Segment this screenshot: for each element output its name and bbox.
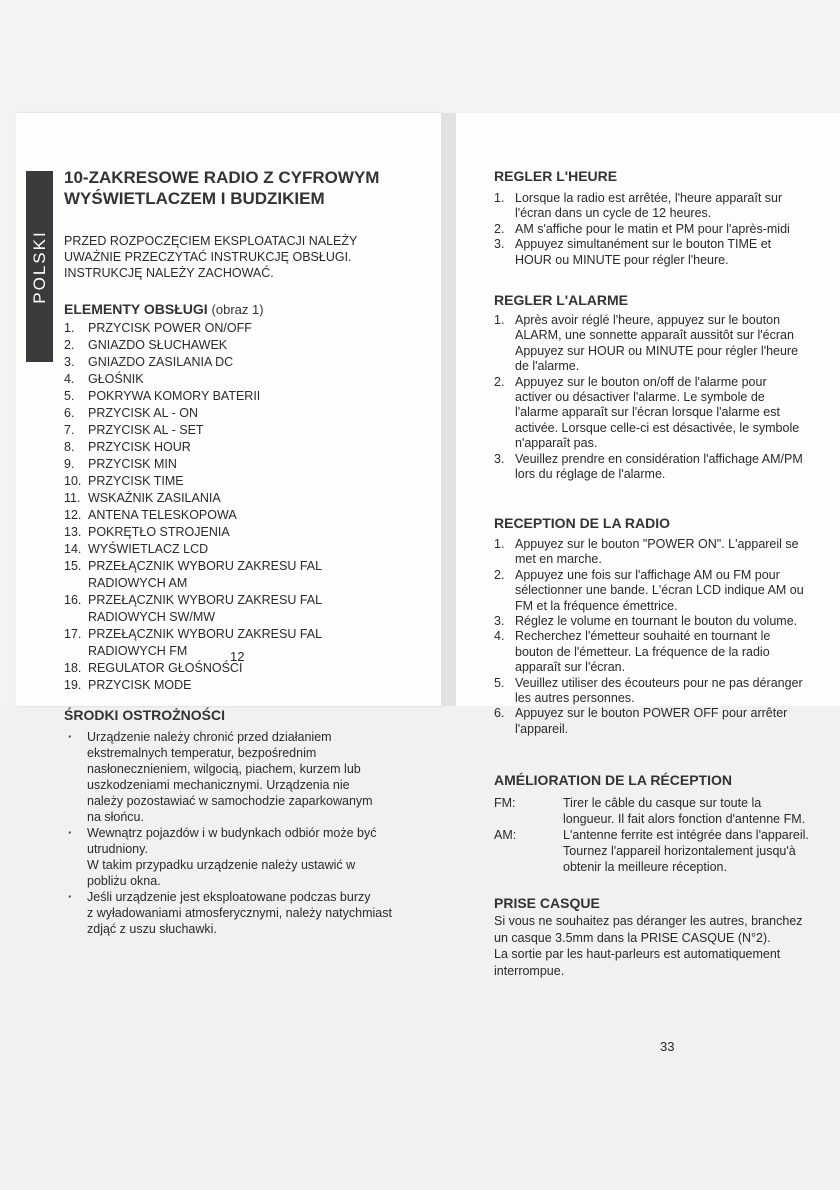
intro-warning: PRZED ROZPOCZĘCIEM EKSPLOATACJI NALEŻY UWAŻNIE PRZECZYTAĆ INSTRUKCJĘ OBSŁUGI. INSTRUKCJĘ NALEŻY ZACHOWAĆ. [64, 234, 358, 280]
item-text: GNIAZDO ZASILANIA DC [88, 355, 234, 369]
item-text: PRZYCISK TIME [88, 474, 184, 488]
item-line: Tirer le câble du casque sur toute la [563, 796, 762, 810]
item-text: GŁOŚNIK [88, 372, 144, 386]
list-item [494, 375, 824, 452]
item-line: FM et la fréquence émettrice. [515, 598, 678, 613]
item-text: REGULATOR GŁOŚNOŚCI [88, 661, 243, 675]
item-number: 17. [64, 627, 82, 641]
item-line: W takim przypadku urządzenie należy ustawić w [87, 858, 356, 872]
item-number: 2. [494, 567, 505, 582]
item-number: 5. [64, 389, 75, 403]
item-text: PRZYCISK MIN [88, 457, 177, 471]
headphone-paragraph [494, 913, 824, 979]
item-text: PRZYCISK AL - SET [88, 423, 204, 437]
time-heading: REGLER L'HEURE [494, 168, 618, 184]
list-item [494, 237, 824, 268]
item-line: sélectionner une bande. L'écran LCD indique AM ou [515, 583, 804, 598]
item-number: 1. [64, 321, 75, 335]
item-text: PRZYCISK POWER ON/OFF [88, 321, 252, 335]
item-line: bouton de l'émetteur. La fréquence de la radio [515, 644, 770, 659]
item-line: Appuyez sur le bouton on/off de l'alarme pour [515, 374, 767, 389]
item-line: Veuillez prendre en considération l'affichage AM/PM [515, 451, 803, 466]
item-number: 11. [64, 491, 81, 505]
item-number: 3. [494, 237, 505, 252]
item-number: 4. [494, 629, 505, 644]
item-text: PRZYCISK AL - ON [88, 406, 198, 420]
controls-heading: ELEMENTY OBSŁUGI (obraz 1) [64, 301, 264, 317]
item-line: · Jeśli urządzenie jest eksploatowane podczas burzy [87, 890, 371, 904]
headphone-heading: PRISE CASQUE [494, 895, 600, 911]
list-item [494, 452, 824, 483]
item-line: activer ou désactiver l'alarme. Le symbole de [515, 390, 765, 405]
item-line: apparaît sur l'écran. [515, 660, 626, 675]
item-line: activée. Lorsque celle-ci est désactivée, le symbole [515, 420, 800, 435]
item-line: · Urządzenie należy chronić przed działaniem [87, 730, 332, 744]
definition-term: FM: [494, 796, 516, 810]
item-line: nasłonecznieniem, wilgocią, piachem, kurzem lub [87, 762, 361, 776]
item-line: lors du réglage de l'alarme. [515, 467, 666, 482]
right-page-content [456, 113, 830, 1054]
item-line: Veuillez utiliser des écouteurs pour ne pas déranger [515, 675, 803, 690]
item-line: uszkodzeniami mechanicznymi. Urządzenia nie [87, 778, 350, 792]
item-text: POKRĘTŁO STROJENIA [88, 525, 230, 539]
list-item [494, 629, 824, 675]
item-line: pobliżu okna. [87, 874, 161, 888]
item-line: les autres personnes. [515, 691, 635, 706]
item-number: 7. [64, 423, 75, 437]
page-number-right: 33 [660, 1039, 675, 1054]
reception-list [494, 795, 824, 875]
item-text: ANTENA TELESKOPOWA [88, 508, 237, 522]
reception-heading: AMÉLIORATION DE LA RÉCEPTION [494, 772, 732, 788]
item-number: 3. [494, 614, 505, 629]
paragraph-line: un casque 3.5mm dans la PRISE CASQUE (N°2). [494, 930, 771, 945]
paragraph-line: Si vous ne souhaitez pas déranger les autres, branchez [494, 914, 803, 928]
item-line: l'appareil. [515, 721, 569, 736]
item-line: utrudniony. [87, 842, 148, 856]
alarm-heading: REGLER L'ALARME [494, 292, 628, 308]
item-number: 12. [64, 508, 82, 522]
item-text: WSKAŹNIK ZASILANIA [88, 491, 221, 505]
item-number: 4. [64, 372, 75, 386]
safety-heading: ŚRODKI OSTROŻNOŚCI [64, 707, 226, 723]
item-number: 6. [64, 406, 75, 420]
item-line: obtenir la meilleure réception. [563, 860, 727, 874]
item-line: AM s'affiche pour le matin et PM pour l'après-midi [515, 221, 790, 236]
item-text: PRZYCISK HOUR [88, 440, 191, 454]
paragraph-line: La sortie par les haut-parleurs est automatiquement [494, 947, 781, 961]
item-line: należy pozostawiać w samochodzie zaparkowanym [87, 794, 373, 808]
definition-row [494, 795, 824, 827]
item-line: Après avoir réglé l'heure, appuyez sur le bouton [515, 313, 781, 327]
item-line: l'alarme apparaît sur l'écran lorsque l'alarme est [515, 405, 780, 420]
definition-row [494, 827, 824, 875]
item-number: 10. [64, 474, 82, 488]
language-tab: POLSKI [26, 171, 53, 362]
item-line: · Wewnątrz pojazdów i w budynkach odbiór może być [87, 826, 377, 840]
list-item [494, 706, 824, 737]
item-line: Lorsque la radio est arrêtée, l'heure apparaît sur [515, 191, 783, 205]
item-number: 13. [64, 525, 82, 539]
item-text: WYŚWIETLACZ LCD [88, 542, 209, 556]
item-line: Appuyez sur le bouton "POWER ON". L'appareil se [515, 537, 799, 551]
item-line: L'antenne ferrite est intégrée dans l'appareil. [563, 828, 809, 842]
alarm-list [494, 313, 824, 482]
item-line: Réglez le volume en tournant le bouton du volume. [515, 614, 798, 629]
item-number: 3. [64, 355, 75, 369]
item-text: PRZYCISK MODE [88, 678, 192, 692]
item-text: PRZEŁĄCZNIK WYBORU ZAKRESU FAL [88, 593, 323, 607]
item-line: de l'alarme. [515, 359, 580, 374]
definition-term: AM: [494, 828, 517, 842]
item-line: n'apparaît pas. [515, 436, 598, 451]
item-line: Appuyez sur le bouton POWER OFF pour arrêter [515, 706, 788, 721]
radio-heading: RECEPTION DE LA RADIO [494, 515, 671, 531]
paragraph-line: interrompue. [494, 963, 565, 978]
item-text: PRZEŁĄCZNIK WYBORU ZAKRESU FAL [88, 627, 323, 641]
item-line: Appuyez simultanément sur le bouton TIME et [515, 237, 772, 252]
item-text: PRZEŁĄCZNIK WYBORU ZAKRESU FAL [88, 559, 323, 573]
list-item [494, 222, 824, 237]
radio-list [494, 537, 824, 737]
list-item [494, 568, 824, 614]
item-line: ekstremalnych temperatur, bezpośrednim [87, 746, 317, 760]
item-number: 6. [494, 706, 505, 721]
item-number: 2. [64, 338, 75, 352]
item-line: zdjąć z uszu słuchawki. [87, 922, 217, 936]
time-list [494, 191, 824, 268]
item-line: l'écran dans un cycle de 12 heures. [515, 206, 712, 221]
list-item [494, 313, 824, 375]
item-number: 1. [494, 191, 505, 205]
item-text: GNIAZDO SŁUCHAWEK [88, 338, 228, 352]
item-number: 1. [494, 537, 505, 551]
item-number: 2. [494, 221, 505, 236]
item-text-continued: RADIOWYCH AM [88, 576, 188, 590]
item-number: 18. [64, 661, 82, 675]
item-number: 3. [494, 451, 505, 466]
item-line: ALARM, une sonnette apparaît aussitôt sur l'écran [515, 328, 794, 343]
page-title: 10-ZAKRESOWE RADIO Z CYFROWYM WYŚWIETLACZEM I BUDZIKIEM [64, 168, 380, 208]
item-number: 16. [64, 593, 82, 607]
item-number: 2. [494, 374, 505, 389]
item-number: 19. [64, 678, 82, 692]
item-text: POKRYWA KOMORY BATERII [88, 389, 261, 403]
item-line: Tournez l'appareil horizontalement jusqu'à [563, 844, 796, 858]
item-number: 9. [64, 457, 75, 471]
list-item [494, 676, 824, 707]
page-number-left: 12 [230, 649, 245, 664]
item-number: 8. [64, 440, 75, 454]
item-text-continued: RADIOWYCH SW/MW [88, 610, 216, 624]
item-line: Appuyez une fois sur l'affichage AM ou FM pour [515, 567, 780, 582]
item-number: 15. [64, 559, 82, 573]
item-number: 5. [494, 675, 505, 690]
item-number: 14. [64, 542, 82, 556]
item-line: Recherchez l'émetteur souhaité en tournant le [515, 629, 771, 644]
item-line: na słońcu. [87, 810, 144, 824]
list-item [494, 537, 824, 568]
item-line: met en marche. [515, 552, 602, 567]
item-line: longueur. Il fait alors fonction d'antenne FM. [563, 812, 806, 826]
list-item [494, 614, 824, 629]
item-line: HOUR ou MINUTE pour régler l'heure. [515, 252, 729, 267]
item-text-continued: RADIOWYCH FM [88, 644, 188, 658]
definition-text [563, 795, 824, 827]
item-line: z wyładowaniami atmosferycznymi, należy natychmiast [87, 906, 392, 920]
item-line: Appuyez sur HOUR ou MINUTE pour régler l'heure [515, 343, 799, 358]
list-item [494, 191, 824, 222]
definition-text [563, 827, 824, 875]
item-number: 1. [494, 313, 505, 327]
